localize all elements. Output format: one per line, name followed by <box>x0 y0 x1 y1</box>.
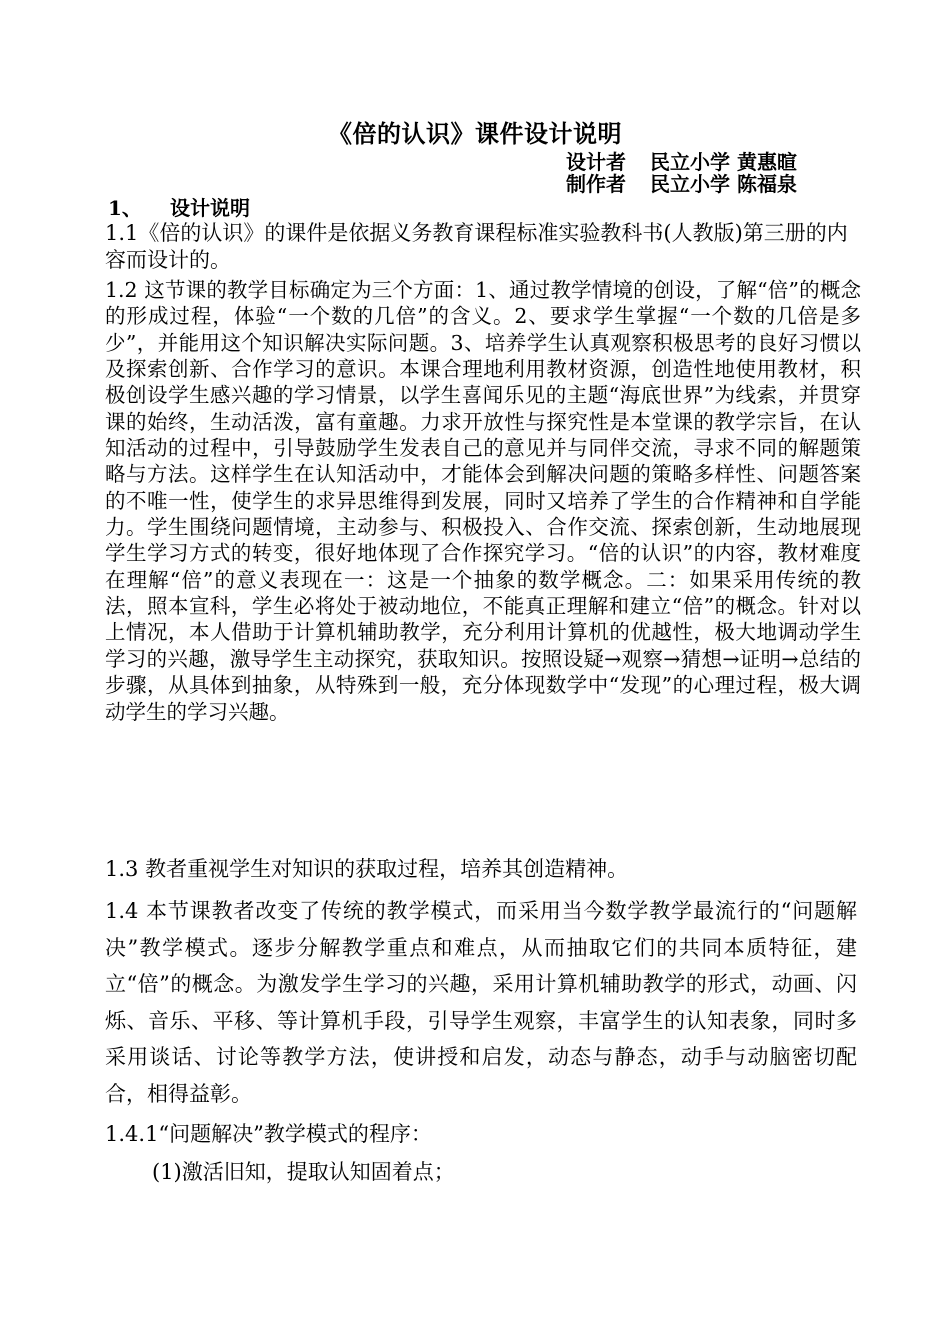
section-heading <box>108 192 250 221</box>
section-title: 设计说明 <box>170 196 250 220</box>
paragraph-1-2: 1.2 这节课的教学目标确定为三个方面：1、通过教学情境的创设，了解“倍”的概念的形成过程，体验“一个数的几倍”的含义。2、要求学生掌握“一个数的几倍是多少”，并能用这个知识解决实际问题。3、培养学生认真观察积极思考的良好习惯以及探索创新、合作学习的意识。本课合理地利用教材资源，创造性地使用教材，积极创设学生感兴趣的学习情景，以学生喜闻乐见的主题“海底世界”为线索，并贯穿课的始终，生动活泼，富有童趣。力求开放性与探究性是本堂课的教学宗旨，在认知活动的过程中，引导鼓励学生发表自己的意见并与同伴交流，寻求不同的解题策略与方法。这样学生在认知活动中，才能体会到解决问题的策略多样性、问题答案的不唯一性，使学生的求异思维得到发展，同时又培养了学生的合作精神和自学能力。学生围绕问题情境，主动参与、积极投入、合作交流、探索创新，生动地展现学生学习方式的转变，很好地体现了合作探究学习。“倍的认识”的内容，教材难度在理解“倍”的意义表现在一：这是一个抽象的数学概念。二：如果采用传统的教法，照本宣科，学生必将处于被动地位，不能真正理解和建立“倍”的概念。针对以上情况，本人借助于计算机辅助教学，充分利用计算机的优越性，极大地调动学生学习的兴趣，激导学生主动探究，获取知识。按照设疑→观察→猜想→证明→总结的步骤，从具体到抽象，从特殊到一般，充分体现数学中“发现”的心理过程，极大调动学生的学习兴趣。 <box>105 278 861 724</box>
section-number: 1、 <box>108 196 142 220</box>
author-producer <box>566 168 797 197</box>
document-title: 《倍的认识》课件设计说明 <box>328 119 622 148</box>
paragraph-1-4: 1.4 本节课教者改变了传统的教学模式，而采用当今数学教学最流行的“问题解决”教学模式。逐步分解教学重点和难点，从而抽取它们的共同本质特征，建立“倍”的概念。为激发学生学习的兴趣，采用计算机辅助教学的形式，动画、闪烁、音乐、平移、等计算机手段，引导学生观察，丰富学生的认知表象，同时多采用谈话、讨论等教学方法，使讲授和启发，动态与静态，动手与动脑密切配合，相得益彰。 <box>105 899 857 1106</box>
author-info: 民立小学 陈福泉 <box>650 172 797 196</box>
author-info: 民立小学 黄惠暄 <box>650 150 797 174</box>
author-role: 制作者 <box>566 172 626 196</box>
list-item-1: (1)激活旧知，提取认知固着点； <box>152 1160 455 1184</box>
author-role: 设计者 <box>566 150 626 174</box>
paragraph-1-3: 1.3 教者重视学生对知识的获取过程，培养其创造精神。 <box>105 857 629 881</box>
paragraph-1-4-1: 1.4.1“问题解决”教学模式的程序： <box>105 1122 432 1146</box>
paragraph-1-1: 1.1《倍的认识》的课件是依据义务教育课程标准实验教科书(人教版)第三册的内容而设计的。 <box>105 221 848 272</box>
